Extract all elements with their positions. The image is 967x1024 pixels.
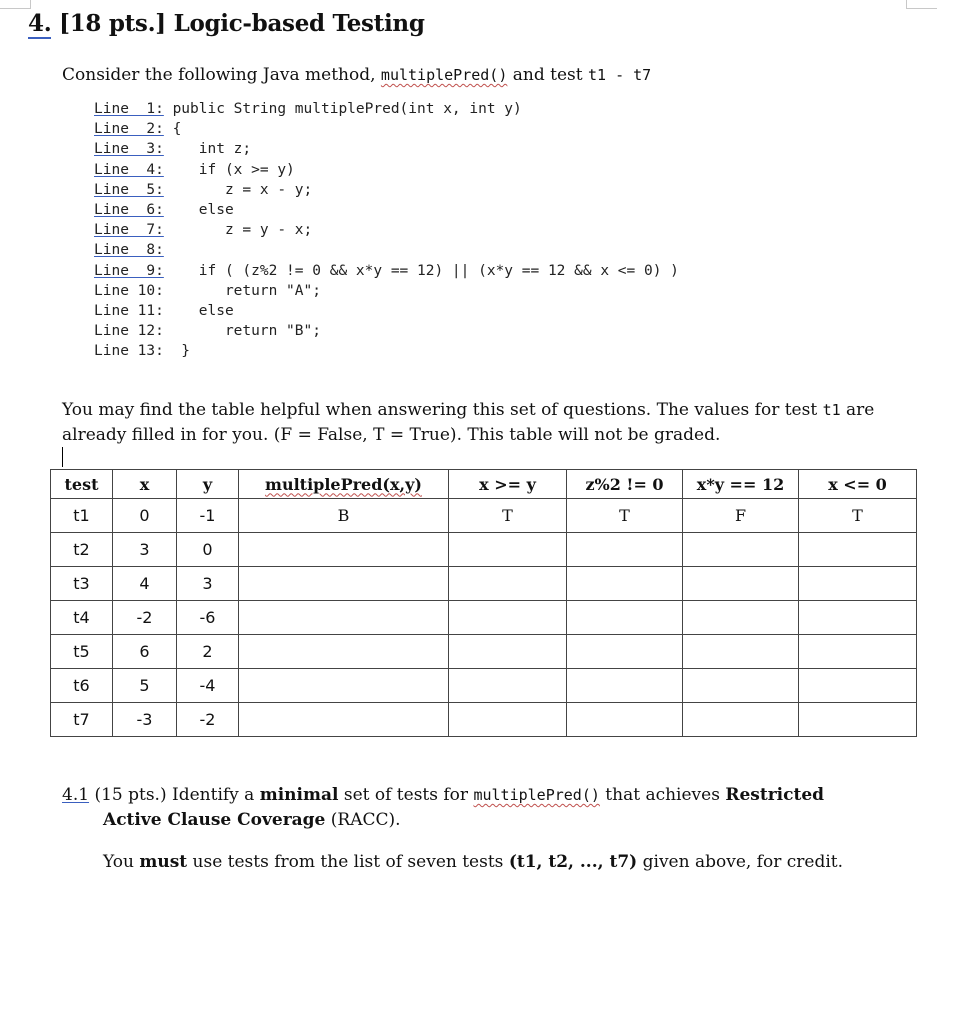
table-cell [567, 635, 683, 669]
question-coverage-2: Active Clause Coverage [103, 810, 326, 830]
question-minimal: minimal [259, 785, 339, 805]
code-line-text: if (x >= y) [163, 161, 295, 178]
code-line [94, 139, 679, 159]
table-cell: t3 [51, 567, 113, 601]
code-line-text: else [163, 302, 234, 319]
table-cell [683, 533, 799, 567]
table-cell [799, 635, 917, 669]
note-list: (t1, t2, ..., t7) [508, 852, 638, 872]
table-row [51, 703, 917, 737]
table-cell: 0 [113, 499, 177, 533]
column-header: multiplePred(x,y) [239, 470, 449, 499]
code-line [94, 321, 679, 341]
intro-test-range: t1 - t7 [588, 66, 652, 84]
intro-method-name: multiplePred() [380, 66, 508, 84]
table-cell [239, 635, 449, 669]
table-row [51, 533, 917, 567]
code-line-label: Line 3: [94, 141, 164, 158]
code-line [94, 200, 679, 220]
text-cursor [62, 447, 63, 467]
table-cell [239, 669, 449, 703]
note-must: must [139, 852, 188, 872]
truth-table [50, 469, 917, 737]
table-cell: t5 [51, 635, 113, 669]
table-cell: T [799, 499, 917, 533]
table-cell [239, 567, 449, 601]
table-cell: t4 [51, 601, 113, 635]
table-body [51, 499, 917, 737]
table-cell [239, 601, 449, 635]
code-line-label: Line 5: [94, 181, 164, 198]
code-line [94, 160, 679, 180]
question-mid: set of tests for [338, 785, 474, 805]
page-corner-mark-right [906, 0, 937, 9]
table-cell [799, 669, 917, 703]
code-line-text: int z; [163, 141, 252, 158]
table-cell [567, 601, 683, 635]
code-line-text: else [163, 201, 234, 218]
heading-number: 4. [28, 10, 52, 37]
table-cell [239, 533, 449, 567]
table-cell [449, 669, 567, 703]
code-line-text: return "B"; [163, 323, 321, 340]
table-cell [449, 567, 567, 601]
table-cell: F [683, 499, 799, 533]
code-line-label: Line 1: [94, 101, 164, 117]
table-cell: -2 [177, 703, 239, 737]
code-line [94, 220, 679, 240]
table-cell [799, 567, 917, 601]
instructions-text-2: are already filled in for you. (F = False, T = True). This table will not be graded. [62, 400, 875, 445]
table-cell: 4 [113, 567, 177, 601]
table-cell [683, 669, 799, 703]
code-block [94, 99, 679, 361]
intro-paragraph [62, 65, 651, 85]
instructions-t1: t1 [822, 401, 841, 419]
code-line-label: Line 2: [94, 121, 164, 138]
table-cell: 2 [177, 635, 239, 669]
question-note [103, 852, 923, 872]
question-mid2: that achieves [599, 785, 726, 805]
table-cell: -1 [177, 499, 239, 533]
table-cell [567, 567, 683, 601]
table-cell: t1 [51, 499, 113, 533]
column-header: z%2 != 0 [567, 470, 683, 499]
note-end: given above, for credit. [637, 852, 844, 872]
column-header: x*y == 12 [683, 470, 799, 499]
table-cell [567, 703, 683, 737]
code-line [94, 261, 679, 281]
question-line-2 [62, 808, 922, 833]
code-line [94, 341, 679, 361]
code-line-label: Line 7: [94, 222, 164, 239]
page-corner-mark-left [0, 0, 31, 9]
intro-prefix: Consider the following Java method, [62, 65, 381, 85]
table-cell [449, 635, 567, 669]
instructions-text-1: You may find the table helpful when answering this set of questions. The values for test [62, 400, 823, 420]
code-line-text: return "A"; [163, 282, 321, 299]
column-header: x [113, 470, 177, 499]
code-line [94, 99, 679, 119]
table-header-row [51, 470, 917, 499]
table-instructions [62, 398, 912, 448]
table-cell [799, 533, 917, 567]
table-cell: -2 [113, 601, 177, 635]
code-line [94, 301, 679, 321]
code-line-label: Line 10: [94, 282, 164, 299]
code-line-text: public String multiplePred(int x, int y) [163, 101, 522, 117]
question-4-1 [62, 783, 922, 833]
intro-middle: and test [507, 65, 588, 85]
code-line-label: Line 13: [94, 343, 164, 360]
table-cell [567, 533, 683, 567]
table-cell [567, 669, 683, 703]
table-cell: -6 [177, 601, 239, 635]
table-cell: B [239, 499, 449, 533]
code-line [94, 119, 679, 139]
table-cell: T [567, 499, 683, 533]
table-cell: 6 [113, 635, 177, 669]
code-line-label: Line 11: [94, 302, 164, 319]
table-cell [449, 601, 567, 635]
table-cell [799, 601, 917, 635]
code-line [94, 240, 679, 260]
table-cell: t2 [51, 533, 113, 567]
question-abbr: (RACC). [325, 810, 401, 830]
code-line-label: Line 12: [94, 323, 164, 340]
note-mid: use tests from the list of seven tests [187, 852, 509, 872]
code-line-text: if ( (z%2 != 0 && x*y == 12) || (x*y == 12 && x <= 0) ) [163, 262, 679, 279]
table-cell [449, 533, 567, 567]
table-row [51, 499, 917, 533]
table-cell [683, 703, 799, 737]
column-header: x >= y [449, 470, 567, 499]
code-line-text: z = y - x; [163, 222, 313, 239]
table-row [51, 669, 917, 703]
column-header: x <= 0 [799, 470, 917, 499]
table-cell: -4 [177, 669, 239, 703]
code-line [94, 180, 679, 200]
question-method: multiplePred() [473, 786, 600, 804]
table-cell: -3 [113, 703, 177, 737]
question-number: 4.1 [62, 785, 90, 805]
table-row [51, 567, 917, 601]
table-cell: 5 [113, 669, 177, 703]
table-cell [449, 703, 567, 737]
code-line-text: } [163, 343, 191, 360]
question-coverage-1: Restricted [725, 785, 825, 805]
table-cell: t7 [51, 703, 113, 737]
table-cell [683, 567, 799, 601]
code-line-text: z = x - y; [163, 181, 313, 198]
note-prefix: You [103, 852, 140, 872]
code-line-label: Line 4: [94, 161, 164, 178]
heading-title: [18 pts.] Logic-based Testing [51, 10, 425, 37]
code-line-label: Line 8: [94, 242, 164, 259]
table-cell [239, 703, 449, 737]
table-cell [683, 601, 799, 635]
code-line-label: Line 9: [94, 262, 164, 279]
table-cell: 0 [177, 533, 239, 567]
table-cell [799, 703, 917, 737]
section-heading [28, 10, 425, 37]
column-header: test [51, 470, 113, 499]
table-row [51, 601, 917, 635]
code-line [94, 281, 679, 301]
question-pts: (15 pts.) Identify a [94, 785, 260, 805]
column-header: y [177, 470, 239, 499]
table-cell [683, 635, 799, 669]
table-cell: 3 [113, 533, 177, 567]
code-line-label: Line 6: [94, 201, 164, 218]
table-row [51, 635, 917, 669]
table-cell: 3 [177, 567, 239, 601]
table-cell: t6 [51, 669, 113, 703]
code-line-text: { [163, 121, 182, 138]
table-cell: T [449, 499, 567, 533]
